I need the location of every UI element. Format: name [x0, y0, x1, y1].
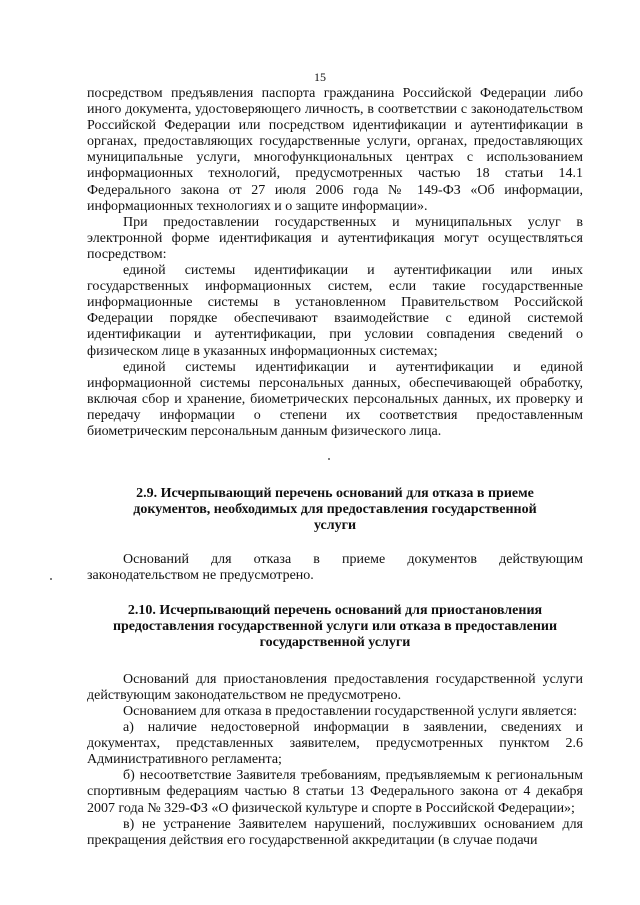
refusal-ground-item-a: а) наличие недостоверной информации в заявлении, сведениях и документах, представленных заявителем, предусмотренных пунктом 2.6 Административного регламента; [87, 720, 583, 768]
scan-speck [50, 578, 52, 580]
refusal-ground-item-b: б) несоответствие Заявителя требованиям, предъявляемым к региональным спортивным федерациям частью 8 статьи 13 Федерального закона от 4 декабря 2007 года № 329-ФЗ «О физической культуре и спорте в Российской Федерации»; [87, 768, 583, 816]
section-2-10-paragraph-suspension: Оснований для приостановления предоставления государственной услуги действующим законодательством не предусмотрено. [87, 671, 583, 703]
paragraph-esia-systems: единой системы идентификации и аутентификации или иных государственных информационных систем, если такие государственные информационные системы в установленном Правительством Российской Федерации порядке обеспечивают взаимодействие с единой системой идентификации и аутентификации, при условии совпадения сведений о физическом лице в указанных информационных системах; [87, 263, 583, 359]
page-number: 15 [314, 70, 326, 84]
scan-speck [328, 458, 330, 460]
section-2-10-heading: 2.10. Исчерпывающий перечень оснований для приостановления предоставления государственной услуги или отказа в предоставлении государственной услуги [112, 602, 558, 650]
paragraph-electronic-identification: При предоставлении государственных и муниципальных услуг в электронной форме идентификация и аутентификация могут осуществляться посредством: [87, 214, 583, 262]
section-2-9-text: Оснований для отказа в приеме документов действующим законодательством не предусмотрено. [87, 552, 583, 584]
paragraph-identification-continued: посредством предъявления паспорта гражданина Российской Федерации либо иного документа, удостоверяющего личность, в соответствии с законодательством Российской Федерации или посредством идентификации и аутентификации в органах, предоставляющих государственные услуги, органах, предоставляющих муниципальные услуги, многофункциональных центрах с использованием информационных технологий, предусмотренных частью 18 статьи 14.1 Федерального закона от 27 июля 2006 года № 149-ФЗ «Об информации, информационных технологиях и о защите информации». [87, 86, 583, 214]
section-2-10-paragraph-refusal-grounds: Основанием для отказа в предоставлении государственной услуги является: [123, 704, 578, 719]
paragraph-biometric-system: единой системы идентификации и аутентификации и единой информационной системы персональных данных, обеспечивающей обработку, включая сбор и хранение, биометрических персональных данных, их проверку и передачу информации о степени их соответствия предоставленным биометрическим персональным данным физического лица. [87, 359, 583, 439]
page-content [87, 86, 583, 849]
refusal-ground-item-c: в) не устранение Заявителем нарушений, послуживших основанием для прекращения действия его государственной аккредитации (в случае подачи [87, 816, 583, 848]
section-2-9-heading: 2.9. Исчерпывающий перечень оснований для отказа в приеме документов, необходимых для предоставления государственной услуги [133, 486, 537, 534]
